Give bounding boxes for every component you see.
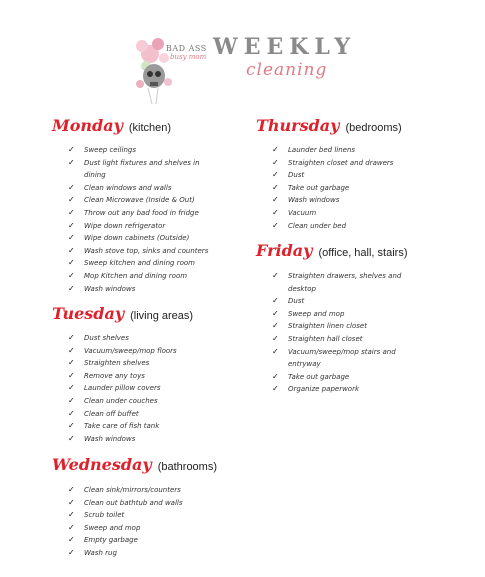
checkmark-icon: ✓: [68, 233, 75, 243]
task-item: [68, 144, 228, 157]
task-list-tuesday: [68, 332, 228, 445]
task-label: Clean sink/mirrors/counters: [84, 486, 181, 494]
task-item: [68, 395, 228, 408]
checkmark-icon: ✓: [68, 270, 75, 280]
task-item: [272, 346, 432, 359]
task-list-monday: [68, 144, 228, 295]
checkmark-icon: ✓: [272, 182, 279, 192]
checkmark-icon: ✓: [68, 370, 75, 380]
checkmark-icon: ✓: [68, 547, 75, 557]
task-item: [272, 220, 432, 233]
task-item: [68, 332, 228, 345]
task-item: [68, 232, 228, 245]
day-heading-tuesday: [52, 304, 193, 323]
checkmark-icon: ✓: [68, 433, 75, 443]
task-list-wednesday: [68, 484, 228, 560]
task-label: Clean Microwave (Inside & Out): [84, 196, 195, 205]
task-label: Sweep ceilings: [84, 146, 136, 154]
task-item: [68, 547, 228, 560]
task-label: Wipe down refrigerator: [84, 221, 166, 230]
day-name: Tuesday: [52, 304, 125, 323]
checkmark-icon: ✓: [68, 485, 75, 494]
task-label: Remove any toys: [84, 371, 145, 380]
task-item: [272, 295, 432, 308]
task-item: [68, 182, 228, 195]
task-label: Straighten closet and drawers: [288, 158, 394, 167]
task-label: Sweep and mop: [288, 309, 345, 318]
task-item: [68, 257, 228, 270]
task-label: Take out garbage: [288, 183, 350, 192]
task-label: Scrub toilet: [84, 511, 125, 520]
task-label: Dust light fixtures and shelves in: [84, 158, 200, 167]
task-label: Dust: [288, 297, 305, 306]
task-item: [272, 283, 432, 296]
checkmark-icon: ✓: [68, 421, 75, 431]
checkmark-icon: ✓: [272, 195, 279, 205]
task-label: Straighten linen closet: [288, 322, 367, 331]
day-area: (kitchen): [128, 122, 172, 134]
task-label: Take care of fish tank: [84, 422, 160, 431]
page-title: WEEKLY: [213, 34, 357, 60]
task-item: [68, 382, 228, 395]
task-item: [68, 157, 228, 170]
task-item: [68, 207, 228, 220]
task-list-friday: [272, 270, 432, 396]
task-label: desktop: [288, 284, 316, 293]
task-item: [272, 169, 432, 182]
task-item: [272, 194, 432, 207]
task-label: Launder bed linens: [288, 146, 356, 154]
task-item: [68, 357, 228, 370]
task-item: [272, 320, 432, 333]
task-item: [68, 283, 228, 296]
day-area: (bedrooms): [345, 122, 402, 134]
checkmark-icon: ✓: [68, 182, 75, 192]
task-item: [68, 534, 228, 547]
checkmark-icon: ✓: [272, 333, 279, 343]
checkmark-icon: ✓: [68, 510, 75, 520]
checkmark-icon: ✓: [272, 157, 279, 167]
checkmark-icon: ✓: [272, 384, 279, 394]
task-label: entryway: [288, 360, 321, 369]
task-list-thursday: [272, 144, 432, 232]
task-item: [68, 270, 228, 283]
task-item: [272, 270, 432, 283]
day-area: (bathrooms): [157, 461, 217, 473]
checkmark-icon: ✓: [68, 383, 75, 393]
checkmark-icon: ✓: [272, 170, 279, 180]
task-item: [272, 182, 432, 195]
day-name: Thursday: [256, 116, 340, 135]
task-label: Wash windows: [84, 284, 136, 293]
task-item: [68, 220, 228, 233]
task-label: Launder pillow covers: [84, 384, 161, 393]
checkmark-icon: ✓: [68, 245, 75, 255]
task-item: [68, 522, 228, 535]
checkmark-icon: ✓: [68, 497, 75, 507]
task-item: [68, 245, 228, 258]
day-heading-thursday: [256, 116, 402, 135]
checkmark-icon: ✓: [68, 195, 75, 205]
checkmark-icon: ✓: [272, 308, 279, 318]
task-label: Take out garbage: [288, 372, 350, 381]
task-label: Vacuum/sweep/mop stairs and: [288, 347, 396, 356]
day-name: Monday: [52, 116, 123, 135]
checkmark-icon: ✓: [68, 207, 75, 217]
task-label: Straighten shelves: [84, 359, 150, 368]
day-heading-monday: [52, 116, 171, 135]
checkmark-icon: ✓: [272, 296, 279, 306]
logo-skull-roses: [128, 24, 218, 108]
checkmark-icon: ✓: [68, 522, 75, 532]
task-label: dining: [84, 171, 106, 180]
task-item: [68, 169, 228, 182]
task-label: Wash windows: [84, 434, 136, 443]
checkmark-icon: ✓: [272, 220, 279, 230]
checkmark-icon: ✓: [68, 258, 75, 268]
task-label: Wash windows: [288, 196, 340, 205]
task-item: [68, 194, 228, 207]
task-item: [68, 345, 228, 358]
task-label: Empty garbage: [84, 536, 138, 545]
task-label: Clean off buffet: [84, 409, 139, 418]
brand-name: BAD ASS: [166, 44, 207, 53]
task-label: Clean under couches: [84, 396, 158, 405]
task-label: Clean windows and walls: [84, 183, 172, 192]
checkmark-icon: ✓: [68, 535, 75, 545]
task-label: Wipe down cabinets (Outside): [84, 234, 190, 243]
task-item: [68, 433, 228, 446]
checkmark-icon: ✓: [272, 207, 279, 217]
day-area: (living areas): [130, 310, 194, 322]
task-label: Throw out any bad food in fridge: [84, 208, 199, 217]
checkmark-icon: ✓: [272, 321, 279, 331]
task-item: [68, 497, 228, 510]
task-item: [272, 157, 432, 170]
day-name: Friday: [256, 241, 313, 260]
day-area: (office, hall, stairs): [318, 247, 408, 259]
page-subtitle: cleaning: [246, 60, 328, 80]
day-name: Wednesday: [52, 455, 152, 474]
checkmark-icon: ✓: [68, 157, 75, 167]
checkmark-icon: ✓: [68, 220, 75, 230]
day-heading-friday: [256, 241, 408, 260]
checkmark-icon: ✓: [68, 345, 75, 355]
checkmark-icon: ✓: [272, 145, 279, 154]
task-label: Vacuum/sweep/mop floors: [84, 346, 177, 355]
task-label: Organize paperwork: [288, 385, 360, 394]
checkmark-icon: ✓: [68, 333, 75, 342]
task-label: Wash rug: [84, 548, 117, 557]
task-label: Vacuum: [288, 208, 317, 217]
task-item: [272, 371, 432, 384]
checkmark-icon: ✓: [68, 408, 75, 418]
task-item: [68, 484, 228, 497]
task-item: [272, 207, 432, 220]
task-item: [272, 308, 432, 321]
task-label: Sweep kitchen and dining room: [84, 259, 195, 268]
task-label: Mop Kitchen and dining room: [84, 271, 188, 280]
checkmark-icon: ✓: [68, 358, 75, 368]
checkmark-icon: ✓: [272, 371, 279, 381]
task-label: Sweep and mop: [84, 523, 141, 532]
brand-tagline: busy mom: [170, 53, 207, 61]
task-item: [272, 333, 432, 346]
task-item: [68, 408, 228, 421]
task-label: Wash stove top, sinks and counters: [84, 246, 209, 255]
checkmark-icon: ✓: [272, 346, 279, 356]
task-label: Clean out bathtub and walls: [84, 498, 183, 507]
task-item: [272, 144, 432, 157]
day-heading-wednesday: [52, 455, 217, 474]
task-item: [68, 509, 228, 522]
task-item: [272, 383, 432, 396]
checkmark-icon: ✓: [68, 283, 75, 293]
task-item: [68, 420, 228, 433]
checkmark-icon: ✓: [68, 395, 75, 405]
task-label: Straighten hall closet: [288, 334, 363, 343]
checkmark-icon: ✓: [272, 271, 279, 280]
task-item: [272, 358, 432, 371]
task-item: [68, 370, 228, 383]
task-label: Clean under bed: [288, 221, 347, 230]
task-label: Straighten drawers, shelves and: [288, 272, 402, 280]
checkmark-icon: ✓: [68, 145, 75, 154]
task-label: Dust shelves: [84, 334, 129, 342]
task-label: Dust: [288, 171, 305, 180]
